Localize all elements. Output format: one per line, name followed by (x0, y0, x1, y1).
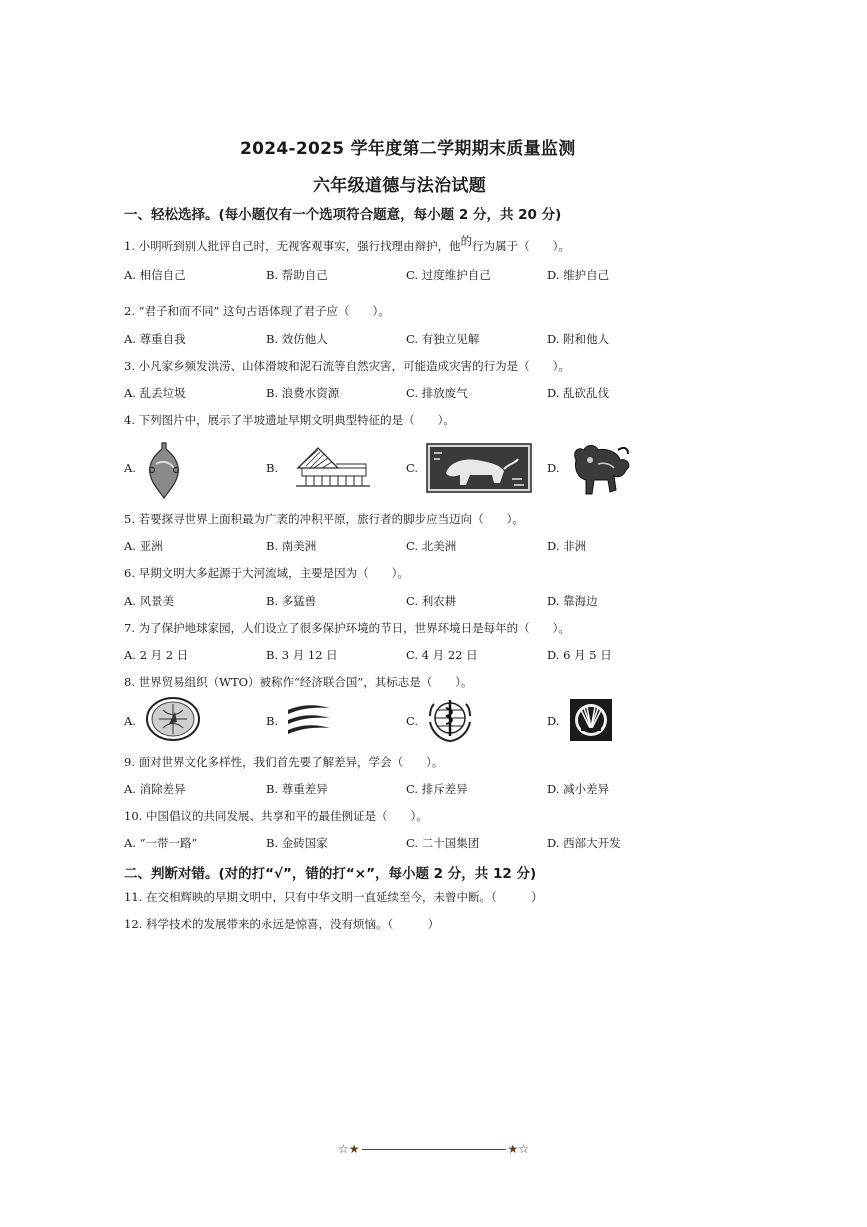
q3-option-b: B. 浪费水资源 (266, 386, 340, 400)
question-12: 12. 科学技术的发展带来的永远是惊喜，没有烦恼。（ ） (124, 917, 440, 931)
q4-option-b: B. (266, 461, 279, 475)
question-1-stem-b: 行为属于（ ）。 (472, 239, 570, 253)
stilt-house-drawing-icon (292, 444, 372, 488)
q3-option-a: A. 乱丢垃圾 (124, 386, 186, 400)
q6-option-b: B. 多猛兽 (266, 594, 317, 608)
question-1-stem-a: 1. 小明听到别人批评自己时，无视客观事实，强行找理由辩护，他 (124, 239, 461, 253)
q2-option-c: C. 有独立见解 (406, 332, 480, 346)
q7-option-b: B. 3 月 12 日 (266, 648, 338, 662)
q5-option-a: A. 亚洲 (124, 539, 163, 553)
q5-option-b: B. 南美洲 (266, 539, 317, 553)
page-title: 2024-2025 学年度第二学期期末质量监测 (240, 139, 576, 159)
question-7: 7. 为了保护地球家园，人们设立了很多保护环境的节日，世界环境日是每年的（ ）。 (124, 621, 570, 635)
q7-option-d: D. 6 月 5 日 (547, 648, 612, 662)
section1-heading: 一、轻松选择。(每小题仅有一个选项符合题意，每小题 2 分，共 20 分) (124, 207, 562, 223)
question-1 (124, 234, 570, 254)
footer-stars-left: ☆★ (338, 1142, 360, 1156)
q7-option-c: C. 4 月 22 日 (406, 648, 478, 662)
question-5: 5. 若要探寻世界上面积最为广袤的冲积平原，旅行者的脚步应当迈向（ ）。 (124, 512, 524, 526)
q6-option-d: D. 靠海边 (547, 594, 598, 608)
footer-stars-right: ★☆ (507, 1142, 530, 1156)
q6-option-c: C. 利农耕 (406, 594, 457, 608)
q7-option-a: A. 2 月 2 日 (124, 648, 189, 662)
q9-option-d: D. 减小差异 (547, 782, 610, 796)
wto-swoosh-logo-icon (284, 702, 334, 738)
q2-option-d: D. 附和他人 (547, 332, 610, 346)
question-3: 3. 小凡家乡频发洪涝、山体滑坡和泥石流等自然灾害，可能造成灾害的行为是（ ）。 (124, 359, 570, 373)
round-emblem-icon (145, 696, 201, 742)
q8-option-b: B. (266, 714, 279, 728)
q2-option-a: A. 尊重自我 (124, 332, 186, 346)
who-emblem-icon (424, 696, 476, 744)
q6-option-a: A. 风景美 (124, 594, 175, 608)
q8-option-a: A. (124, 714, 136, 728)
q1-option-b: B. 帮助自己 (266, 268, 328, 282)
question-10: 10. 中国倡议的共同发展、共享和平的最佳例证是（ ）。 (124, 809, 428, 823)
q10-option-a: A. “一带一路” (124, 836, 198, 850)
q8-option-d: D. (547, 714, 560, 728)
asean-rice-stalks-logo-icon (569, 698, 613, 742)
bronze-animal-statue-icon (568, 440, 634, 498)
q3-option-c: C. 排放废气 (406, 386, 468, 400)
q2-option-b: B. 效仿他人 (266, 332, 328, 346)
question-6: 6. 早期文明大多起源于大河流域，主要是因为（ ）。 (124, 566, 409, 580)
q10-option-c: C. 二十国集团 (406, 836, 480, 850)
footer-ornament (338, 1142, 529, 1156)
q1-option-a: A. 相信自己 (124, 268, 186, 282)
bull-seal-relief-icon (426, 443, 532, 493)
q10-option-d: D. 西部大开发 (547, 836, 621, 850)
q4-option-d: D. (547, 461, 560, 475)
question-9: 9. 面对世界文化多样性，我们首先要了解差异，学会（ ）。 (124, 755, 444, 769)
q8-option-c: C. (406, 714, 419, 728)
q1-option-c: C. 过度维护自己 (406, 268, 491, 282)
page-subtitle: 六年级道德与法治试题 (313, 176, 486, 196)
q10-option-b: B. 金砖国家 (266, 836, 328, 850)
q3-option-d: D. 乱砍乱伐 (547, 386, 610, 400)
question-4: 4. 下列图片中，展示了半坡遗址早期文明典型特征的是（ ）。 (124, 413, 455, 427)
q4-option-c: C. (406, 461, 419, 475)
q9-option-c: C. 排斥差异 (406, 782, 468, 796)
q9-option-b: B. 尊重差异 (266, 782, 328, 796)
footer-divider (362, 1149, 506, 1150)
q9-option-a: A. 消除差异 (124, 782, 186, 796)
pointed-pottery-bottle-icon (142, 440, 186, 500)
question-1-stem-sup: 的 (460, 234, 473, 248)
q5-option-d: D. 非洲 (547, 539, 587, 553)
question-8: 8. 世界贸易组织（WTO）被称作“经济联合国”，其标志是（ ）。 (124, 675, 473, 689)
question-2: 2. “君子和而不同” 这句古语体现了君子应（ ）。 (124, 304, 390, 318)
q4-option-a: A. (124, 461, 136, 475)
q5-option-c: C. 北美洲 (406, 539, 457, 553)
q1-option-d: D. 维护自己 (547, 268, 610, 282)
section2-heading: 二、判断对错。(对的打“√”，错的打“×”，每小题 2 分，共 12 分) (124, 866, 537, 882)
question-11: 11. 在交相辉映的早期文明中，只有中华文明一直延续至今，未曾中断。（ ） (124, 890, 543, 904)
